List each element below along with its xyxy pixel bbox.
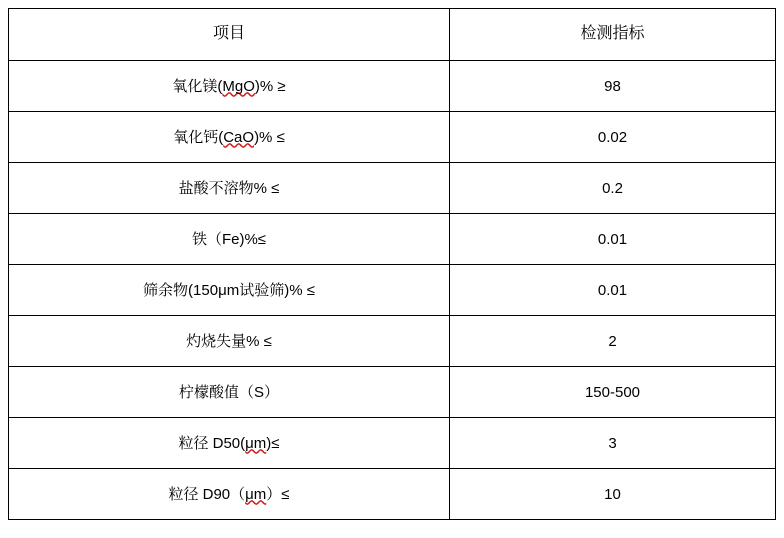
row-item-cell	[9, 163, 450, 214]
table-row	[9, 112, 776, 163]
row-item-cell	[9, 112, 450, 163]
item-text-prefix: 铁（Fe)%≤	[191, 230, 267, 248]
item-text-suffix: ）≤	[266, 485, 290, 503]
row-item-cell	[9, 469, 450, 520]
row-item-cell	[9, 61, 450, 112]
row-value-cell: 2	[450, 316, 776, 367]
item-text-spellcheck: μm	[245, 434, 267, 452]
row-value-cell: 3	[450, 418, 776, 469]
row-value-cell: 0.02	[450, 112, 776, 163]
table-row	[9, 214, 776, 265]
item-text-spellcheck: MgO	[222, 77, 255, 95]
item-text-prefix: 粒径 D90（	[168, 485, 246, 503]
column-header-item: 项目	[9, 9, 450, 61]
table-row	[9, 163, 776, 214]
row-value-cell: 98	[450, 61, 776, 112]
row-value-cell: 0.01	[450, 265, 776, 316]
row-value-cell: 0.01	[450, 214, 776, 265]
item-text-prefix: 氧化钙(	[173, 128, 224, 146]
row-value-cell: 150-500	[450, 367, 776, 418]
row-value-cell: 0.2	[450, 163, 776, 214]
item-text-suffix: )≤	[266, 434, 280, 452]
row-item-cell	[9, 418, 450, 469]
column-header-value: 检测指标	[450, 9, 776, 61]
table-body	[9, 9, 776, 520]
row-item-cell	[9, 316, 450, 367]
item-text-prefix: 灼烧失量% ≤	[186, 332, 272, 350]
table-row	[9, 367, 776, 418]
item-text-suffix: )% ≥	[254, 77, 286, 95]
item-text-spellcheck: CaO	[223, 128, 255, 146]
item-text-suffix: )% ≤	[254, 128, 285, 146]
table-row	[9, 418, 776, 469]
item-text-prefix: 筛余物(150μm试验筛)% ≤	[143, 281, 315, 299]
row-item-cell	[9, 265, 450, 316]
table-row	[9, 61, 776, 112]
item-text-prefix: 盐酸不溶物% ≤	[178, 179, 280, 197]
specification-table	[8, 8, 776, 520]
table-row	[9, 469, 776, 520]
row-item-cell	[9, 214, 450, 265]
item-text-spellcheck: μm	[245, 485, 267, 503]
table-header-row	[9, 9, 776, 61]
table-row	[9, 265, 776, 316]
item-text-prefix: 柠檬酸值（S）	[179, 383, 280, 401]
item-text-prefix: 氧化镁(	[172, 77, 223, 95]
table-row	[9, 316, 776, 367]
row-value-cell: 10	[450, 469, 776, 520]
item-text-prefix: 粒径 D50(	[178, 434, 246, 452]
row-item-cell	[9, 367, 450, 418]
